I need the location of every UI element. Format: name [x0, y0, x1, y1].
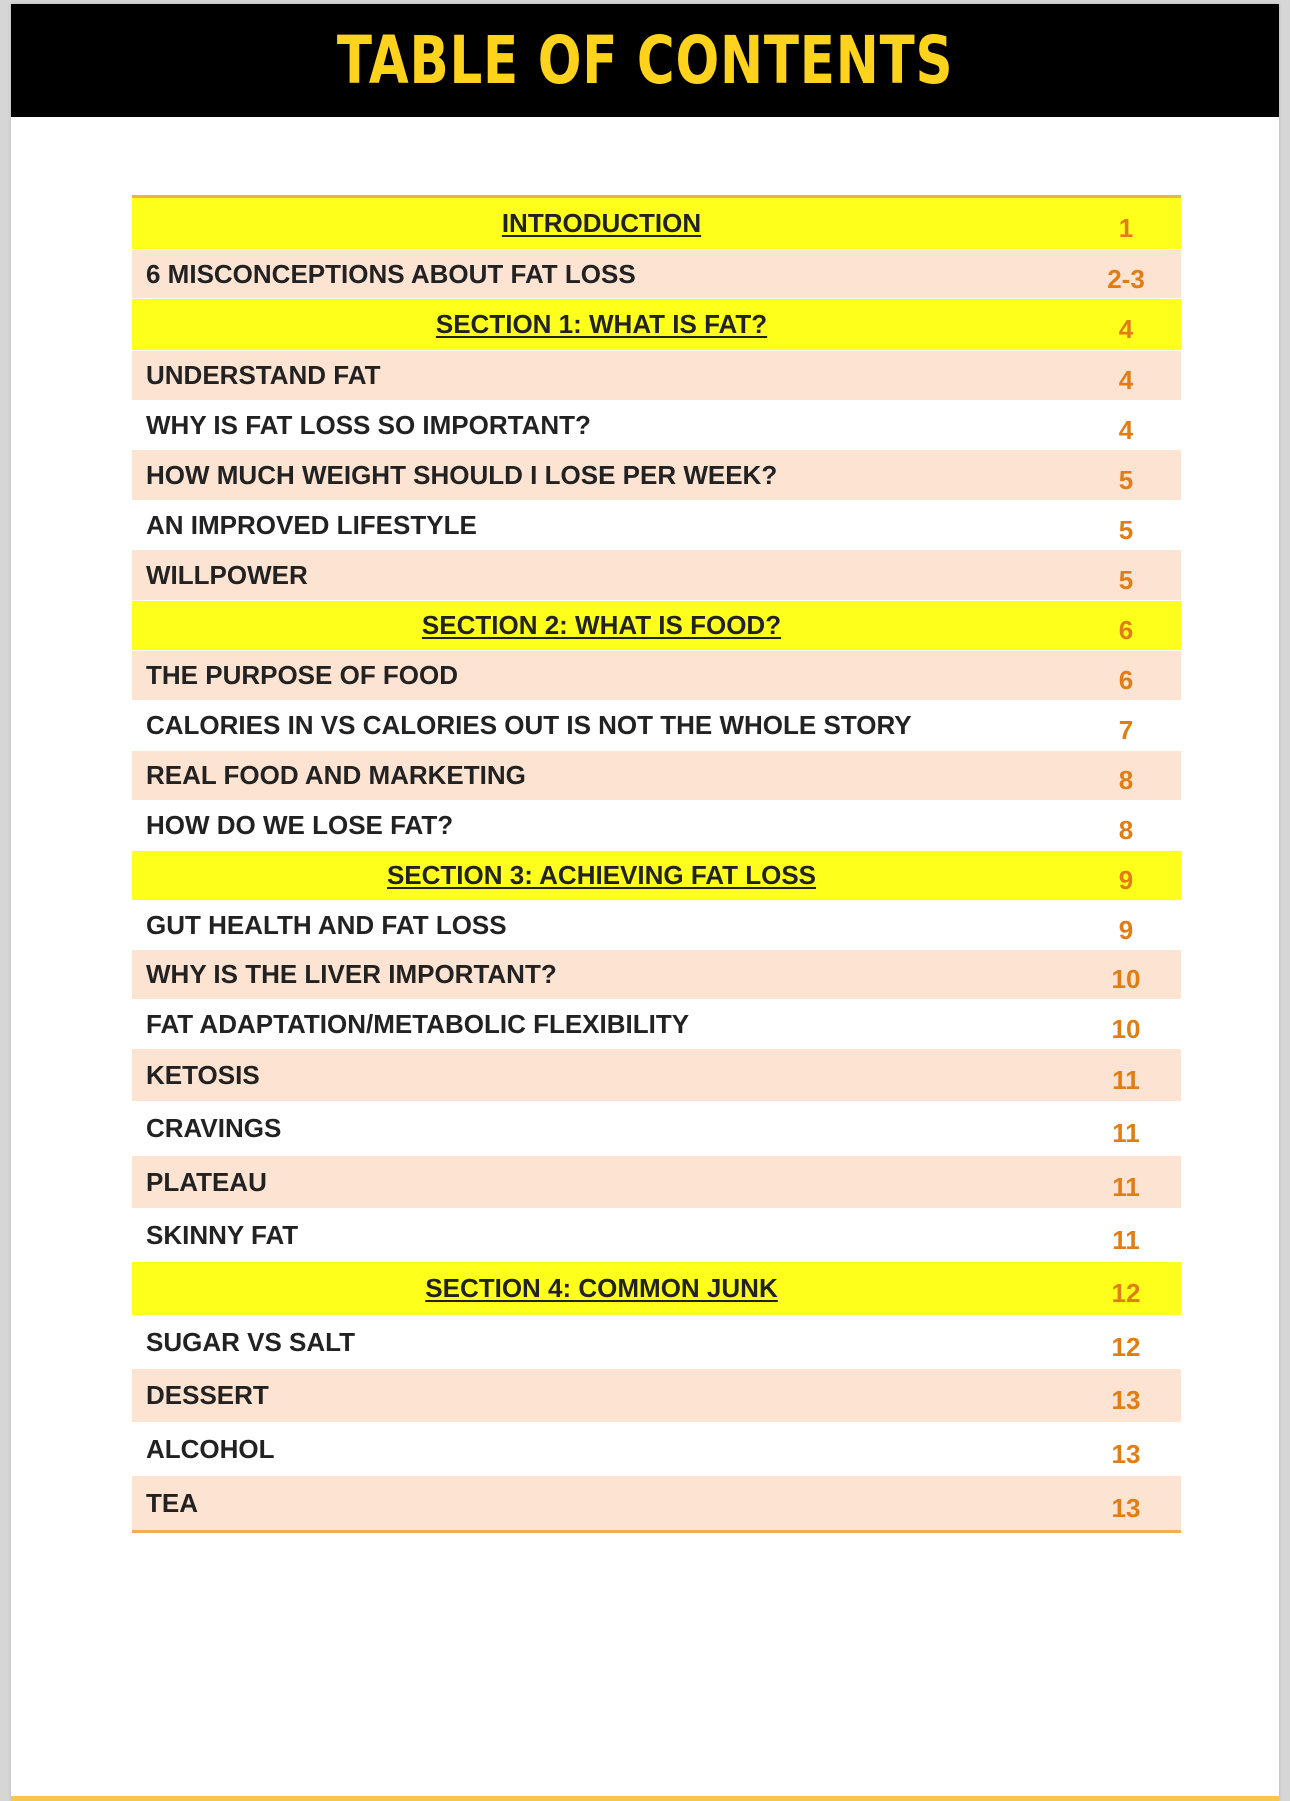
toc-row [132, 701, 1181, 751]
toc-row [132, 751, 1181, 801]
toc-entry-title: PLATEAU [146, 1166, 267, 1197]
toc-entry-title: KETOSIS [146, 1059, 260, 1090]
toc-entry-title: WILLPOWER [146, 559, 308, 590]
toc-section-row [132, 601, 1181, 651]
toc-entry-title: AN IMPROVED LIFESTYLE [146, 509, 477, 540]
toc-row [132, 501, 1181, 550]
toc-page-number: 9 [1118, 914, 1134, 945]
toc-entry-title: DESSERT [146, 1380, 269, 1410]
toc-entry-title: CALORIES IN VS CALORIES OUT IS NOT THE WHOLE STORY [146, 710, 912, 740]
toc-page-number: 6 [1118, 615, 1134, 645]
toc-page-number: 12 [1111, 1278, 1141, 1308]
toc-row [132, 450, 1181, 501]
toc-row [132, 1102, 1181, 1156]
toc-row [132, 801, 1181, 851]
toc-row [132, 550, 1181, 601]
toc-row [132, 651, 1181, 701]
toc-row [132, 1049, 1181, 1102]
toc-entry-title: SUGAR VS SALT [146, 1326, 355, 1357]
toc-page-number: 5 [1118, 514, 1134, 545]
page-bottom-border [11, 1796, 1279, 1801]
document-page [11, 4, 1279, 1801]
toc-page-number: 13 [1111, 1438, 1141, 1469]
toc-row [132, 1369, 1181, 1423]
toc-section-title: SECTION 4: COMMON JUNK [425, 1273, 778, 1303]
toc-row [132, 1423, 1181, 1476]
toc-entry-title: SKINNY FAT [146, 1219, 299, 1250]
toc-page-number: 11 [1112, 1171, 1140, 1202]
toc-row [132, 901, 1181, 950]
toc-page-number: 2-3 [1107, 263, 1145, 294]
toc-section-title: INTRODUCTION [501, 208, 702, 238]
toc-entry-title: ALCOHOL [146, 1433, 275, 1464]
toc-page-number: 11 [1112, 1224, 1140, 1255]
toc-section-title: SECTION 1: WHAT IS FAT? [435, 309, 768, 339]
toc-section-row [132, 198, 1181, 250]
toc-section-title: SECTION 2: WHAT IS FOOD? [421, 610, 782, 640]
toc-entry-title: CRAVINGS [146, 1113, 282, 1143]
toc-page-number: 10 [1111, 1013, 1141, 1044]
toc-entry-title: HOW DO WE LOSE FAT? [146, 810, 454, 840]
toc-page-number: 5 [1118, 464, 1134, 495]
toc-entry-title: TEA [146, 1487, 198, 1518]
toc-row [132, 401, 1181, 450]
toc-page-number: 12 [1111, 1331, 1141, 1362]
title-banner [11, 4, 1279, 117]
toc-section-title: SECTION 3: ACHIEVING FAT LOSS [386, 860, 817, 890]
toc-entry-title: HOW MUCH WEIGHT SHOULD I LOSE PER WEEK? [146, 459, 778, 490]
toc-entry-title: WHY IS THE LIVER IMPORTANT? [146, 959, 557, 989]
toc-row [132, 351, 1181, 401]
toc-page-number: 4 [1118, 414, 1134, 445]
toc-page-number: 4 [1118, 314, 1134, 344]
page-title: TABLE OF CONTENTS [336, 22, 954, 99]
toc-page-number: 10 [1111, 964, 1141, 994]
toc-row [132, 950, 1181, 1000]
toc-row [132, 1000, 1181, 1049]
toc-page-number: 1 [1118, 213, 1134, 243]
toc-page-number: 5 [1118, 564, 1134, 595]
toc-section-row [132, 299, 1181, 351]
toc-page-number: 7 [1118, 715, 1134, 745]
toc-entry-title: 6 MISCONCEPTIONS ABOUT FAT LOSS [146, 258, 636, 289]
toc-page-number: 6 [1118, 665, 1134, 695]
toc-page-number: 8 [1118, 765, 1134, 795]
toc-entry-title: FAT ADAPTATION/METABOLIC FLEXIBILITY [146, 1008, 690, 1039]
table-of-contents [132, 195, 1181, 1533]
toc-section-row [132, 851, 1181, 901]
toc-row [132, 1209, 1181, 1262]
toc-entry-title: GUT HEALTH AND FAT LOSS [146, 909, 507, 940]
toc-entry-title: REAL FOOD AND MARKETING [146, 760, 526, 790]
toc-entry-title: THE PURPOSE OF FOOD [146, 660, 459, 690]
toc-row [132, 1156, 1181, 1209]
toc-entry-title: UNDERSTAND FAT [146, 360, 381, 390]
toc-row [132, 1476, 1181, 1530]
toc-row [132, 1316, 1181, 1369]
toc-section-row [132, 1262, 1181, 1316]
toc-page-number: 11 [1112, 1118, 1140, 1148]
toc-page-number: 11 [1112, 1064, 1140, 1095]
toc-entry-title: WHY IS FAT LOSS SO IMPORTANT? [146, 409, 591, 440]
toc-page-number: 4 [1118, 365, 1134, 395]
toc-page-number: 13 [1111, 1492, 1141, 1523]
toc-page-number: 8 [1118, 815, 1134, 845]
toc-row [132, 250, 1181, 299]
toc-page-number: 9 [1118, 865, 1134, 895]
toc-page-number: 13 [1111, 1385, 1141, 1415]
